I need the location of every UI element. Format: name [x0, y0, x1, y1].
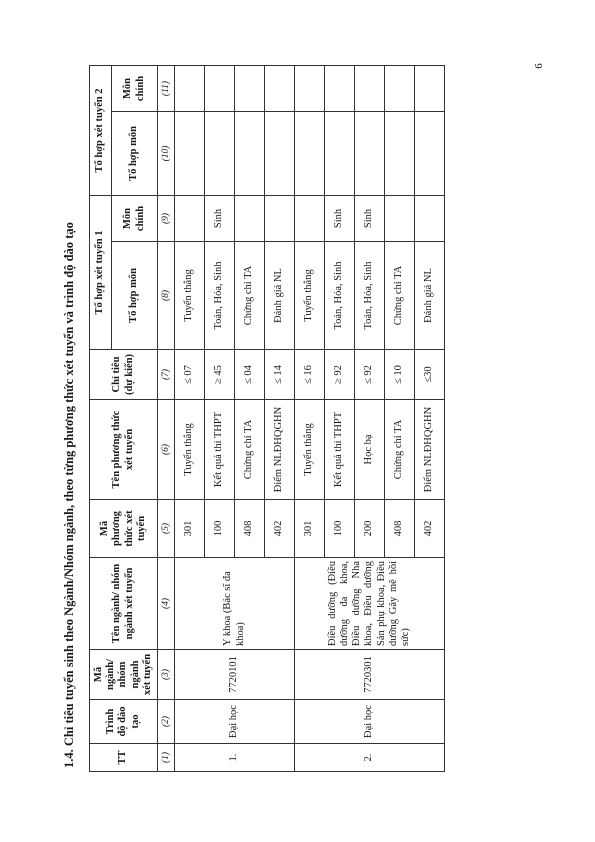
row-to-hop-mon-2 [325, 112, 355, 196]
row-ten-phuong-thuc: Điểm NLĐHQGHN [415, 400, 445, 500]
row-chi-tieu: ≤ 92 [355, 350, 385, 400]
row-to-hop-mon: Toán, Hóa, Sinh [205, 242, 235, 350]
row-mon-chinh-2 [355, 66, 385, 112]
row-tt: 2. [295, 744, 445, 772]
header-to-hop-1: Tổ hợp xét tuyển 1 [90, 196, 112, 350]
row-to-hop-mon-2 [265, 112, 295, 196]
row-to-hop-mon-2 [355, 112, 385, 196]
row-to-hop-mon: Tuyển thẳng [295, 242, 325, 350]
row-ma-phuong-thuc: 301 [175, 500, 205, 558]
row-ma-phuong-thuc: 408 [235, 500, 265, 558]
row-ten-phuong-thuc: Kết quả thi THPT [325, 400, 355, 500]
header-mon-chinh-1: Môn chính [112, 196, 158, 242]
row-to-hop-mon: Chứng chỉ TA [385, 242, 415, 350]
row-mon-chinh: Sinh [325, 196, 355, 242]
header-ma-phuong-thuc: Mã phương thức xét tuyển [90, 500, 158, 558]
row-trinh-do: Đại học [295, 700, 445, 744]
row-ma-phuong-thuc: 200 [355, 500, 385, 558]
row-mon-chinh [265, 196, 295, 242]
row-to-hop-mon-2 [175, 112, 205, 196]
table-row [175, 66, 205, 772]
row-mon-chinh: Sinh [205, 196, 235, 242]
row-chi-tieu: ≤ 10 [385, 350, 415, 400]
row-ma-nganh: 7720101 [175, 650, 295, 700]
row-ma-nganh: 7720301 [295, 650, 445, 700]
row-to-hop-mon: Chứng chỉ TA [235, 242, 265, 350]
index-cell: (9) [158, 196, 175, 242]
index-cell: (7) [158, 350, 175, 400]
row-to-hop-mon: Đánh giá NL [415, 242, 445, 350]
row-mon-chinh [295, 196, 325, 242]
row-to-hop-mon: Toán, Hóa, Sinh [355, 242, 385, 350]
row-tt: 1. [175, 744, 295, 772]
row-chi-tieu: ≤ 16 [295, 350, 325, 400]
row-ma-phuong-thuc: 402 [265, 500, 295, 558]
header-mon-chinh-2: Môn chính [112, 66, 158, 112]
index-cell: (11) [158, 66, 175, 112]
row-to-hop-mon-2 [385, 112, 415, 196]
row-mon-chinh-2 [415, 66, 445, 112]
table-row [295, 66, 325, 772]
row-mon-chinh-2 [175, 66, 205, 112]
header-tt: TT [90, 744, 158, 772]
row-mon-chinh-2 [385, 66, 415, 112]
header-ma-nganh: Mã ngành/ nhóm ngành xét tuyển [90, 650, 158, 700]
index-cell: (1) [158, 744, 175, 772]
row-mon-chinh: Sinh [355, 196, 385, 242]
section-heading: 1.4. Chỉ tiêu tuyển sinh theo Ngành/Nhóm ngành, theo từng phương thức xét tuyển và trình độ đào tạo [62, 222, 76, 768]
row-mon-chinh-2 [235, 66, 265, 112]
row-ten-nganh: Điều dưỡng (Điều dưỡng đa khoa, Điều dưỡng Nha khoa, Điều dưỡng Sản phụ khoa, Điều dưỡng Gây mê hồi sức) [295, 558, 445, 650]
index-cell: (3) [158, 650, 175, 700]
row-mon-chinh-2 [325, 66, 355, 112]
row-chi-tieu: ≤ 04 [235, 350, 265, 400]
row-mon-chinh [175, 196, 205, 242]
row-ten-nganh: Y khoa (Bác sĩ đa khoa) [175, 558, 295, 650]
row-ten-phuong-thuc: Tuyển thẳng [175, 400, 205, 500]
index-cell: (2) [158, 700, 175, 744]
row-mon-chinh-2 [205, 66, 235, 112]
index-cell: (5) [158, 500, 175, 558]
row-chi-tieu: ≥ 45 [205, 350, 235, 400]
index-cell: (10) [158, 112, 175, 196]
index-cell: (8) [158, 242, 175, 350]
header-trinh-do: Trình độ đào tạo [90, 700, 158, 744]
header-to-hop-mon-2: Tổ hợp môn [112, 112, 158, 196]
row-chi-tieu: ≤30 [415, 350, 445, 400]
header-to-hop-2: Tổ hợp xét tuyển 2 [90, 66, 112, 196]
row-ten-phuong-thuc: Chứng chỉ TA [385, 400, 415, 500]
row-ma-phuong-thuc: 408 [385, 500, 415, 558]
row-chi-tieu: ≤ 14 [265, 350, 295, 400]
row-ten-phuong-thuc: Điểm NLĐHQGHN [265, 400, 295, 500]
admission-quota-table [89, 65, 445, 772]
row-trinh-do: Đại học [175, 700, 295, 744]
row-chi-tieu: ≥ 92 [325, 350, 355, 400]
row-mon-chinh [385, 196, 415, 242]
header-chi-tieu: Chỉ tiêu (dự kiến) [90, 350, 158, 400]
row-mon-chinh [235, 196, 265, 242]
row-to-hop-mon-2 [205, 112, 235, 196]
row-mon-chinh-2 [295, 66, 325, 112]
row-ma-phuong-thuc: 100 [325, 500, 355, 558]
row-mon-chinh [415, 196, 445, 242]
row-to-hop-mon: Đánh giá NL [265, 242, 295, 350]
row-ten-phuong-thuc: Chứng chỉ TA [235, 400, 265, 500]
rotated-page-content [40, 10, 595, 790]
header-ten-nganh: Tên ngành/ nhóm ngành xét tuyển [90, 558, 158, 650]
row-ma-phuong-thuc: 100 [205, 500, 235, 558]
row-to-hop-mon: Toán, Hóa, Sinh [325, 242, 355, 350]
row-mon-chinh-2 [265, 66, 295, 112]
page-number: 6 [532, 63, 545, 69]
row-ma-phuong-thuc: 402 [415, 500, 445, 558]
row-to-hop-mon-2 [295, 112, 325, 196]
header-to-hop-mon-1: Tổ hợp môn [112, 242, 158, 350]
row-ten-phuong-thuc: Kết quả thi THPT [205, 400, 235, 500]
row-ten-phuong-thuc: Tuyển thẳng [295, 400, 325, 500]
row-ten-phuong-thuc: Học bạ [355, 400, 385, 500]
index-cell: (4) [158, 558, 175, 650]
index-cell: (6) [158, 400, 175, 500]
row-ma-phuong-thuc: 301 [295, 500, 325, 558]
row-chi-tieu: ≤ 07 [175, 350, 205, 400]
row-to-hop-mon-2 [235, 112, 265, 196]
row-to-hop-mon-2 [415, 112, 445, 196]
row-to-hop-mon: Tuyển thẳng [175, 242, 205, 350]
header-ten-phuong-thuc: Tên phương thức xét tuyển [90, 400, 158, 500]
column-index-row [158, 66, 175, 772]
